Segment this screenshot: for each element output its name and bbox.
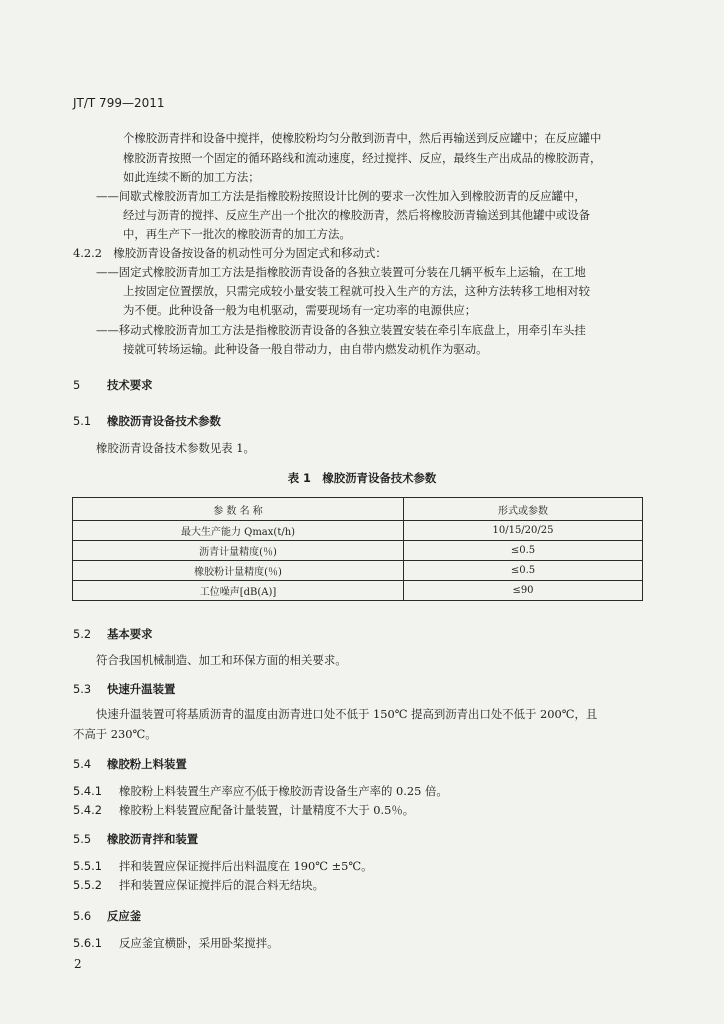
table-cell-value: ≤90 <box>404 581 643 601</box>
page-number: 2 <box>74 957 82 971</box>
table-row <box>73 581 643 601</box>
section-5-heading: 5 技术要求 <box>73 378 153 392</box>
paragraph-line: 中，再生产下一批次的橡胶沥青的加工方法。 <box>123 227 351 241</box>
table-row <box>73 521 643 541</box>
paragraph-line: ——移动式橡胶沥青加工方法是指橡胶沥青设备的各独立装置安装在牵引车底盘上，用牵引车头挂 <box>96 323 586 337</box>
paragraph-line: ——间歇式橡胶沥青加工方法是指橡胶粉按照设计比例的要求一次性加入到橡胶沥青的反应罐中， <box>96 189 586 203</box>
section-5-3-heading: 5.3 快速升温装置 <box>73 682 176 696</box>
section-5-6-heading: 5.6 反应釜 <box>73 909 142 923</box>
paragraph-line: 上按固定位置摆放，只需完成较小量安装工程就可投入生产的方法，这种方法转移工地相对较 <box>123 284 591 298</box>
paragraph-line: 橡胶沥青按照一个固定的循环路线和流动速度，经过搅拌、反应，最终生产出成品的橡胶沥青， <box>123 151 602 165</box>
table-cell-name: 工位噪声[dB(A)] <box>73 581 404 601</box>
table-row <box>73 541 643 561</box>
section-5-4-heading: 5.4 橡胶粉上料装置 <box>73 757 187 771</box>
paragraph-line: 经过与沥青的搅拌、反应生产出一个批次的橡胶沥青，然后将橡胶沥青输送到其他罐中或设备 <box>123 208 591 222</box>
clause-5-5-2: 5.5.2 拌和装置应保证搅拌后的混合料无结块。 <box>73 878 325 892</box>
paragraph-line: 为不便。此种设备一般为电机驱动，需要现场有一定功率的电源供应； <box>123 303 477 317</box>
section-5-3-text: 不高于 230℃。 <box>73 727 157 741</box>
table-cell-value: 10/15/20/25 <box>404 521 643 541</box>
clause-5-6-1: 5.6.1 反应釜宜横卧，采用卧桨搅拌。 <box>73 936 279 950</box>
section-5-1-text: 橡胶沥青设备技术参数见表 1。 <box>96 441 255 455</box>
table-cell-name: 最大生产能力 Qmax(t/h) <box>73 521 404 541</box>
table-cell-name: 橡胶粉计量精度(％) <box>73 561 404 581</box>
clause-5-5-1: 5.5.1 拌和装置应保证搅拌后出料温度在 190℃ ±5℃。 <box>73 859 373 873</box>
clause-4-2-2: 4.2.2 橡胶沥青设备按设备的机动性可分为固定式和移动式： <box>73 246 387 260</box>
clause-5-4-1: 5.4.1 橡胶粉上料装置生产率应不低于橡胶沥青设备生产率的 0.25 倍。 <box>73 784 448 798</box>
section-5-2-text: 符合我国机械制造、加工和环保方面的相关要求。 <box>96 653 347 667</box>
paragraph-line: 接就可转场运输。此种设备一般自带动力，由自带内燃发动机作为驱动。 <box>123 342 488 356</box>
paragraph-line: ——固定式橡胶沥青加工方法是指橡胶沥青设备的各独立装置可分装在几辆平板车上运输，在工地 <box>96 265 586 279</box>
table-header-row <box>73 498 643 521</box>
table-cell-name: 沥青计量精度(％) <box>73 541 404 561</box>
table-row <box>73 561 643 581</box>
clause-5-4-2: 5.4.2 橡胶粉上料装置应配备计量装置，计量精度不大于 0.5％。 <box>73 803 415 817</box>
table-caption: 表 1 橡胶沥青设备技术参数 <box>287 471 437 485</box>
table-header-cell: 参 数 名 称 <box>73 498 404 521</box>
section-5-1-heading: 5.1 橡胶沥青设备技术参数 <box>73 414 221 428</box>
standard-number-header: JT/T 799—2011 <box>73 96 165 110</box>
section-5-2-heading: 5.2 基本要求 <box>73 627 153 641</box>
section-5-3-text: 快速升温装置可将基质沥青的温度由沥青进口处不低于 150℃ 提高到沥青出口处不低于 200℃，且 <box>96 707 598 721</box>
table-cell-value: ≤0.5 <box>404 541 643 561</box>
paragraph-line: 个橡胶沥青拌和设备中搅拌，使橡胶粉均匀分散到沥青中，然后再输送到反应罐中；在反应罐中 <box>123 131 602 145</box>
technical-parameters-table <box>72 497 643 601</box>
section-5-5-heading: 5.5 橡胶沥青拌和装置 <box>73 832 199 846</box>
table-header-cell: 形式或参数 <box>404 498 643 521</box>
paragraph-line: 如此连续不断的加工方法； <box>123 170 260 184</box>
table-cell-value: ≤0.5 <box>404 561 643 581</box>
